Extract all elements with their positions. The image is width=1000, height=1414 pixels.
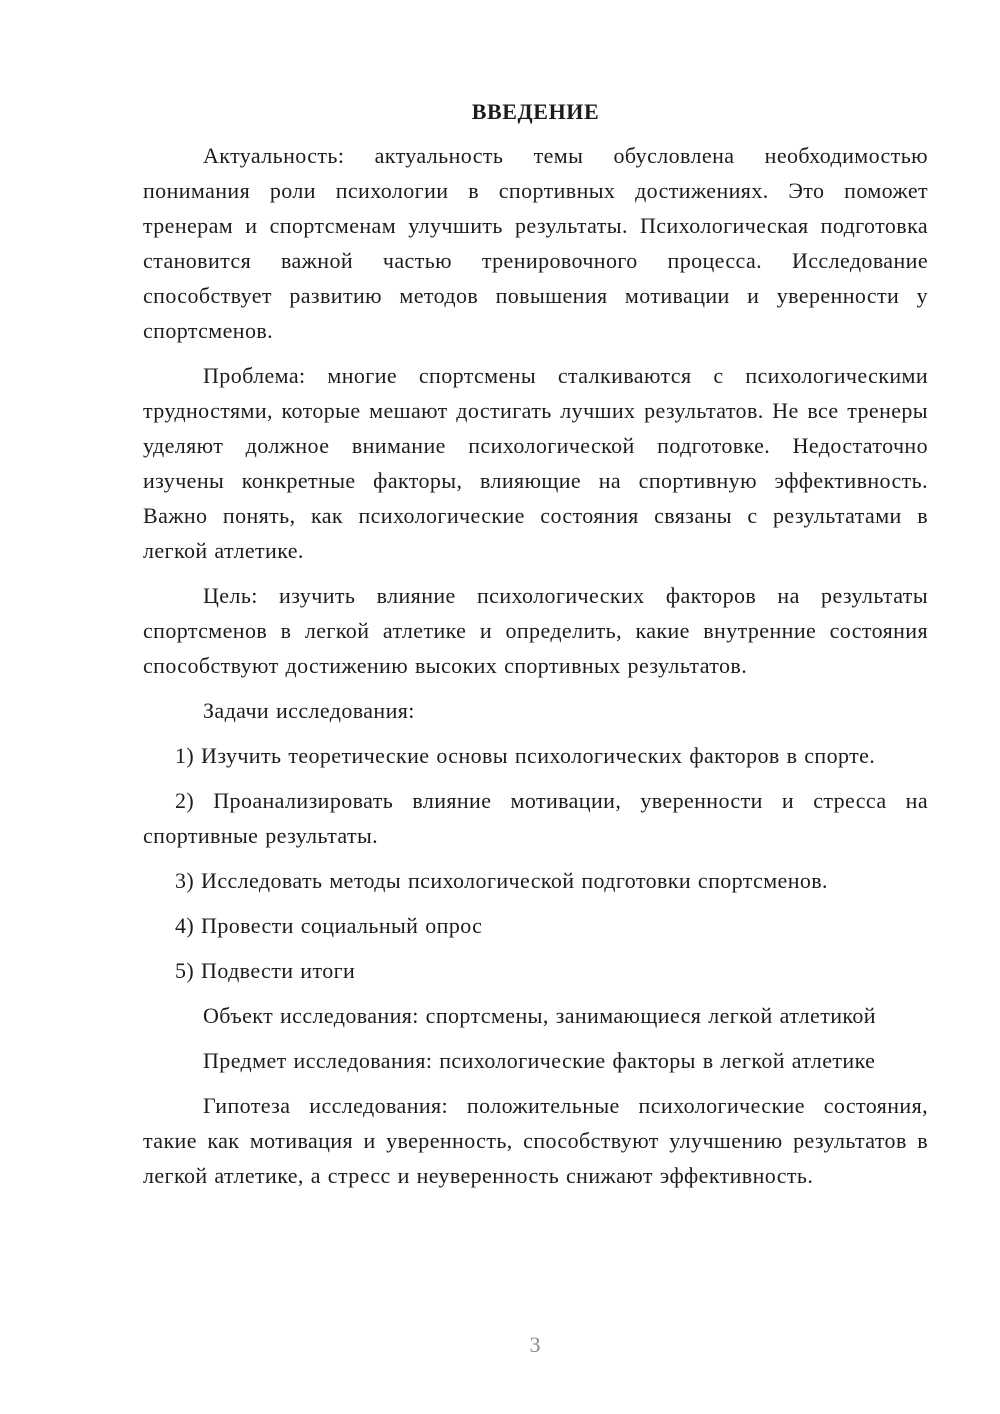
task-item-2: 2) Проанализировать влияние мотивации, уверенности и стресса на спортивные результаты. xyxy=(143,788,928,848)
problem-paragraph: Проблема: многие спортсмены сталкиваются с психологическими трудностями, которые мешают достигать лучших результатов. Не все тренеры уделяют должное внимание психологической подготовке. Недостаточно изучены конкретные факторы, влияющие на спортивную эффективность. Важно понять, как психологические состояния связаны с результатами в легкой атлетике. xyxy=(143,363,928,563)
document-page xyxy=(143,96,928,1203)
task-item-4: 4) Провести социальный опрос xyxy=(175,913,483,938)
section-title: ВВЕДЕНИЕ xyxy=(471,99,600,124)
relevance-paragraph: Актуальность: актуальность темы обусловлена необходимостью понимания роли психологии в спортивных достижениях. Это поможет тренерам и спортсменам улучшить результаты. Психологическая подготовка становится важной частью тренировочного процесса. Исследование способствует развитию методов повышения мотивации и уверенности у спортсменов. xyxy=(143,143,928,343)
page-number: 3 xyxy=(529,1332,541,1357)
goal-paragraph: Цель: изучить влияние психологических факторов на результаты спортсменов в легкой атлетике и определить, какие внутренние состояния способствуют достижению высоких спортивных результатов. xyxy=(143,583,928,678)
task-item-5: 5) Подвести итоги xyxy=(175,958,356,983)
task-item-3: 3) Исследовать методы психологической подготовки спортсменов. xyxy=(175,868,828,893)
hypothesis-paragraph: Гипотеза исследования: положительные психологические состояния, такие как мотивация и уверенность, способствуют улучшению результатов в легкой атлетике, а стресс и неуверенность снижают эффективность. xyxy=(143,1093,928,1188)
task-item-1: 1) Изучить теоретические основы психологических факторов в спорте. xyxy=(175,743,876,768)
tasks-heading: Задачи исследования: xyxy=(203,698,415,723)
subject-paragraph: Предмет исследования: психологические факторы в легкой атлетике xyxy=(203,1048,876,1073)
object-paragraph: Объект исследования: спортсмены, занимающиеся легкой атлетикой xyxy=(203,1003,876,1028)
